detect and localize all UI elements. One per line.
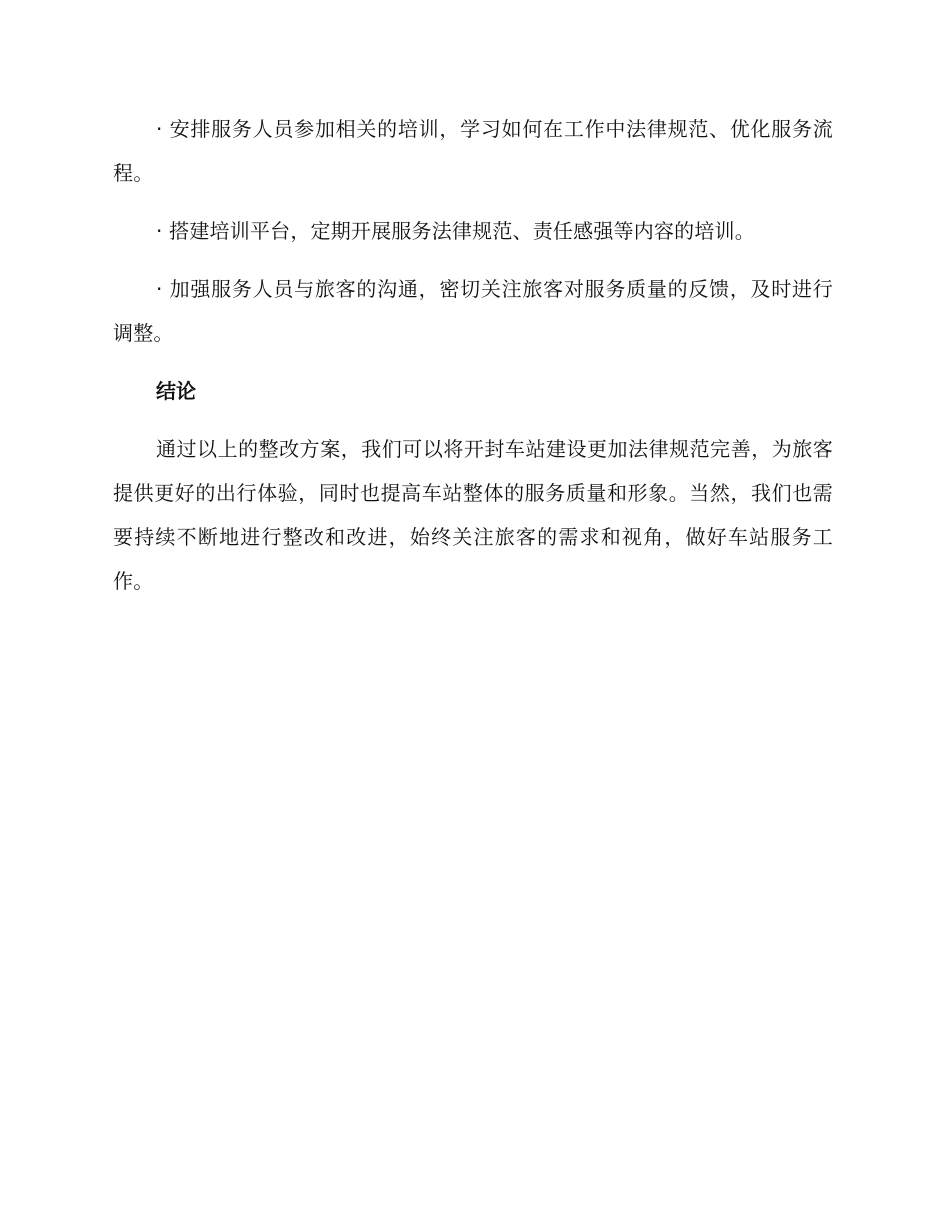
conclusion-paragraph: 通过以上的整改方案，我们可以将开封车站建设更加法律规范完善，为旅客提供更好的出行体验，同时也提高车站整体的服务质量和形象。当然，我们也需要持续不断地进行整改和改进，始终关注旅客的需求和视角，做好车站服务工作。 <box>113 437 833 593</box>
document-body <box>113 107 833 603</box>
bullet-item-platform: · 搭建培训平台，定期开展服务法律规范、责任感强等内容的培训。 <box>156 219 755 243</box>
conclusion-heading: 结论 <box>156 379 196 403</box>
bullet-item-training: · 安排服务人员参加相关的培训，学习如何在工作中法律规范、优化服务流程。 <box>113 117 833 185</box>
bullet-item-communication: · 加强服务人员与旅客的沟通，密切关注旅客对服务质量的反馈，及时进行调整。 <box>113 277 833 345</box>
